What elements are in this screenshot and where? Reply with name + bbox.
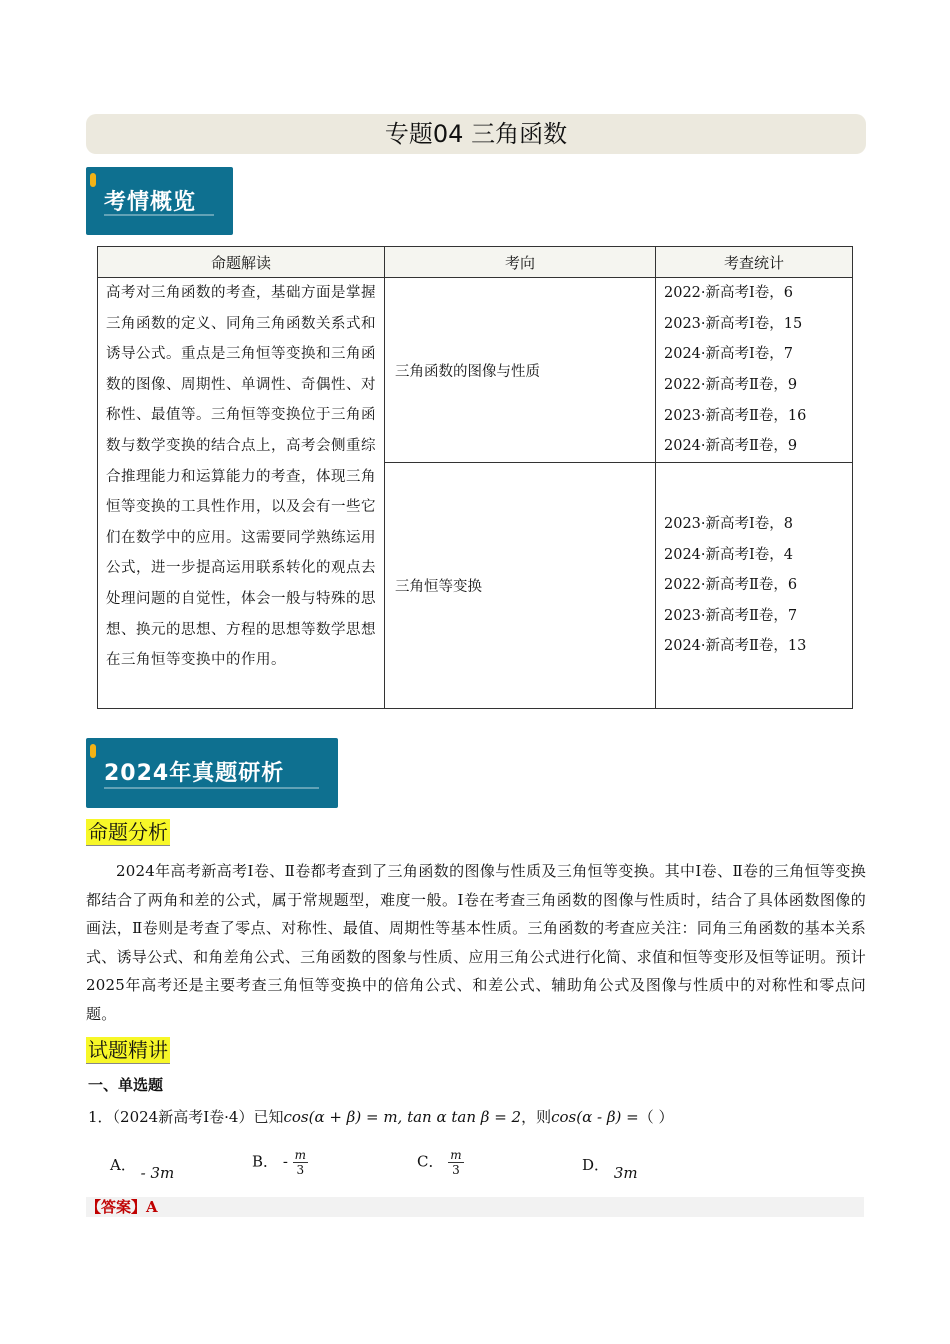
option-sign: -: [282, 1152, 288, 1171]
table-header: 考向: [385, 247, 656, 278]
direction-cell: 三角函数的图像与性质: [385, 278, 656, 463]
direction-cell: 三角恒等变换: [385, 463, 656, 709]
answer-bar: 【答案】A: [86, 1197, 864, 1217]
question-ask: ，则: [521, 1108, 552, 1126]
stat-item: 2023·新高考Ⅰ卷，8: [664, 516, 793, 533]
banner-label: 考情概览: [104, 190, 197, 215]
banner-underline: [104, 214, 214, 216]
stat-item: 2022·新高考Ⅱ卷，9: [664, 377, 798, 393]
option-d[interactable]: [582, 1154, 638, 1182]
banner-2024-analysis: [86, 738, 338, 808]
analysis-paragraph: [86, 857, 866, 1029]
practice-label: 试题精讲: [88, 1038, 168, 1062]
option-value: 3m: [613, 1164, 638, 1182]
banner-exam-overview: [86, 167, 233, 235]
stat-item: 2024·新高考Ⅰ卷，4: [664, 546, 793, 563]
stat-item: 2024·新高考Ⅱ卷，13: [664, 638, 807, 655]
banner-label: 2024年真题研析: [104, 761, 285, 786]
option-label: B．: [252, 1152, 279, 1171]
fraction-numerator: m: [294, 1148, 307, 1162]
option-label: D．: [582, 1156, 610, 1174]
option-fraction: [293, 1148, 308, 1177]
page-title: 专题04 三角函数: [86, 114, 866, 154]
table-header: 命题解读: [98, 247, 385, 278]
banner-dot-icon: [90, 744, 96, 758]
question-condition: cos(α + β) = m, tan α tan β = 2: [283, 1108, 522, 1126]
stat-item: 2024·新高考Ⅰ卷，7: [664, 346, 793, 363]
question-number: 1．: [88, 1108, 113, 1126]
section-heading: 一、单选题: [88, 1076, 164, 1094]
option-c[interactable]: [417, 1148, 464, 1177]
option-value: - 3m: [140, 1164, 175, 1182]
stats-cell: [656, 278, 853, 463]
stat-item: 2023·新高考Ⅰ卷，15: [664, 315, 803, 332]
question-source: （2024新高考Ⅰ卷·4）已知: [112, 1108, 284, 1126]
question-target: cos(α - β) =: [551, 1108, 639, 1126]
analysis-text: 2024年高考新高考Ⅰ卷、Ⅱ卷都考查到了三角函数的图像与性质及三角恒等变换。其中Ⅰ卷、Ⅱ卷的三角恒等变换都结合了两角和差的公式，属于常规题型，难度一般。Ⅰ卷在考查三角函数的图像与性质时，结合了具体函数图像的画法，Ⅱ卷则是考查了零点、对称性、最值、周期性等基本性质。三角函数的考查应关注：同角三角函数的基本关系式、诱导公式、和角差角公式、三角函数的图象与性质、应用三角公式进行化简、求值和恒等变形及恒等证明。预计2025年高考还是主要考查三角恒等变换中的倍角公式、和差公式、辅助角公式及图像与性质中的对称性和零点问题。: [86, 862, 866, 1023]
stat-item: 2024·新高考Ⅱ卷，9: [664, 438, 798, 455]
option-a[interactable]: [110, 1154, 175, 1182]
interpretation-cell: 高考对三角函数的考查，基础方面是掌握三角函数的定义、同角三角函数关系式和诱导公式。重点是三角恒等变换和三角函数的图像、周期性、单调性、奇偶性、对称性、最值等。三角恒等变换位于三角函数与数学变换的结合点上，高考会侧重综合推理能力和运算能力的考查，体现三角恒等变换的工具性作用，以及会有一些它们在数学中的应用。这需要同学熟练运用公式，进一步提高运用联系转化的观点去处理问题的自觉性，体会一般与特殊的思想、换元的思想、方程的思想等数学思想在三角恒等变换中的作用。: [98, 278, 385, 709]
stat-item: 2022·新高考Ⅰ卷，6: [664, 285, 793, 302]
exam-overview-table: [97, 246, 853, 709]
option-fraction: [448, 1148, 463, 1177]
stats-cell: [656, 463, 853, 709]
stat-item: 2022·新高考Ⅱ卷，6: [664, 577, 798, 594]
fraction-denominator: 3: [452, 1163, 460, 1177]
option-b[interactable]: [252, 1148, 308, 1177]
question-blank: （ ）: [638, 1108, 674, 1126]
option-label: A．: [110, 1156, 136, 1174]
stat-item: 2023·新高考Ⅱ卷，7: [664, 607, 798, 624]
fraction-numerator: m: [450, 1148, 462, 1162]
stat-item: 2023·新高考Ⅱ卷，16: [664, 407, 807, 424]
option-label: C．: [417, 1152, 444, 1171]
fraction-denominator: 3: [296, 1163, 305, 1177]
banner-underline: [104, 787, 319, 789]
table-header: 考查统计: [656, 247, 853, 278]
banner-dot-icon: [90, 173, 96, 187]
analysis-label: 命题分析: [88, 820, 168, 844]
question-1: [88, 1106, 673, 1127]
